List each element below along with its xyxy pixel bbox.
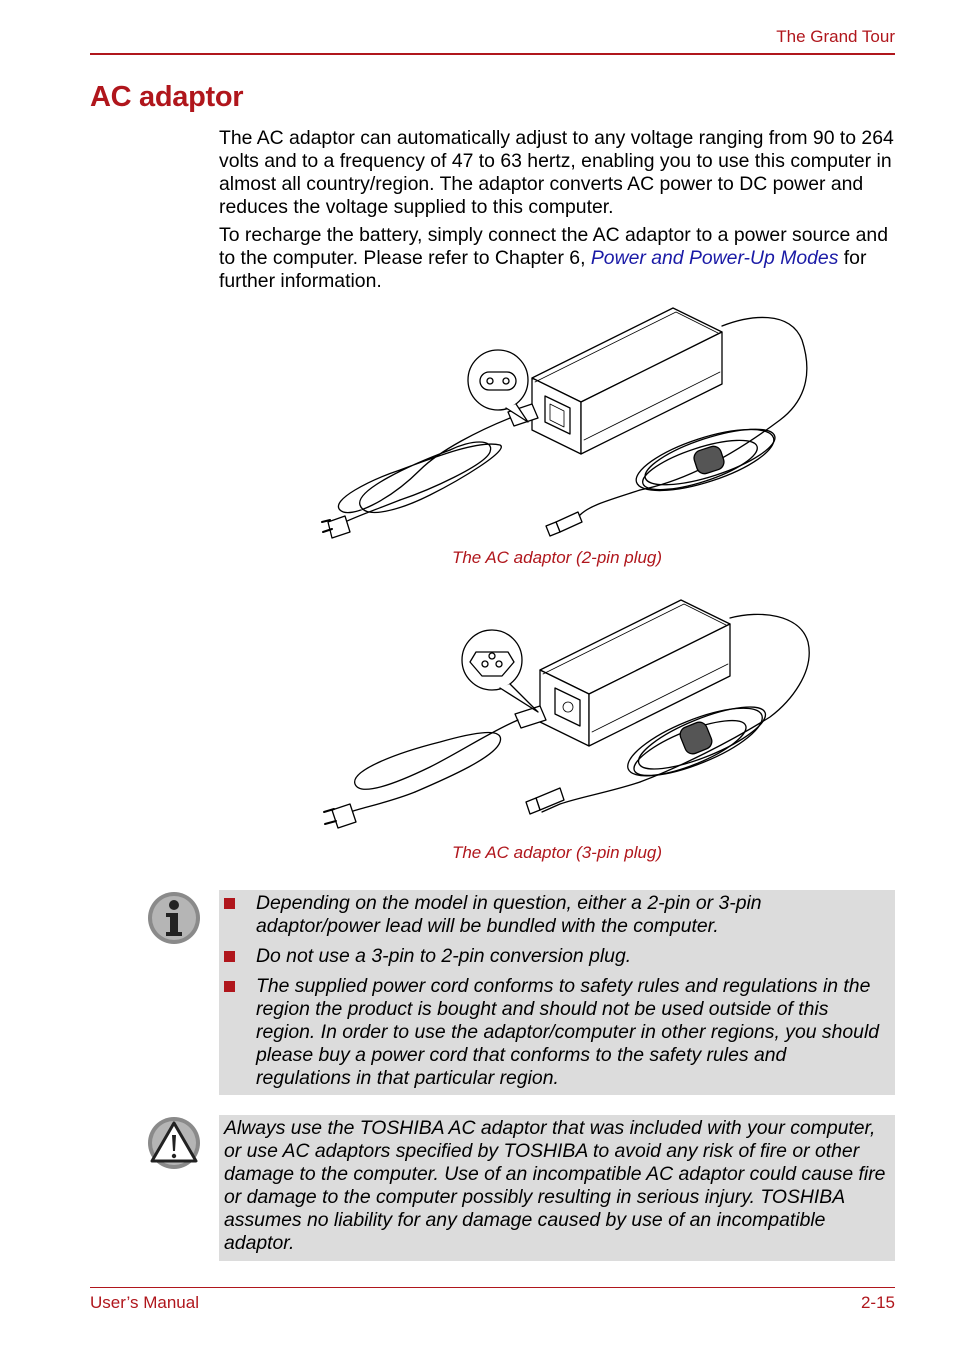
warning-note [219, 1115, 895, 1261]
list-item [224, 892, 884, 938]
ac-adaptor-3pin-illustration [310, 592, 820, 842]
power-modes-link[interactable]: Power and Power-Up Modes [590, 247, 839, 269]
section-title: AC adaptor [90, 81, 244, 113]
intro-paragraph: The AC adaptor can automatically adjust to any voltage ranging from 90 to 264 volts and to a frequency of 47 to 63 hertz, enabling you to use this computer in almost all country/region. The adaptor converts AC power to DC power and reduces the voltage supplied to this computer. [219, 127, 894, 218]
recharge-text-end: for further information. [219, 247, 867, 292]
info-note [219, 890, 895, 1095]
header-divider [90, 53, 895, 55]
recharge-text: To recharge the battery, simply connect the AC adaptor to a power source and to the computer. Please refer to Chapter 6, [219, 224, 888, 269]
ac-adaptor-2pin-illustration [310, 300, 820, 545]
list-item-text: Do not use a 3-pin to 2-pin conversion plug. [256, 945, 632, 967]
bullet-square-icon [224, 981, 235, 992]
header-title: The Grand Tour [776, 27, 895, 46]
list-item [224, 975, 884, 1090]
bullet-square-icon [224, 898, 235, 909]
figure-caption-3pin: The AC adaptor (3-pin plug) [451, 843, 663, 862]
list-item-text: Depending on the model in question, either a 2-pin or 3-pin adaptor/power lead will be bundled with the computer. [256, 892, 762, 937]
warning-icon [146, 1115, 202, 1171]
page-number: 2-15 [860, 1293, 895, 1312]
recharge-paragraph [219, 224, 899, 293]
figure-caption-2pin: The AC adaptor (2-pin plug) [451, 548, 663, 567]
footer-divider [90, 1287, 895, 1288]
warning-text: Always use the TOSHIBA AC adaptor that was included with your computer, or use AC adaptors specified by TOSHIBA to avoid any risk of fire or other damage to the computer. Use of an incompatible AC adaptor could cause fire or damage to the computer possibly resulting in serious injury. TOSHIBA assumes no liability for any damage caused by use of an incompatible adaptor. [224, 1117, 886, 1254]
bullet-square-icon [224, 951, 235, 962]
footer-manual-title: User’s Manual [90, 1293, 199, 1312]
info-icon [146, 890, 202, 946]
info-note-list [224, 892, 884, 1097]
list-item-text: The supplied power cord conforms to safety rules and regulations in the region the product is bought and should not be used outside of this region. In order to use the adaptor/computer in other regions, you should please buy a power cord that conforms to the safety rules and regulations in that particular region. [256, 975, 880, 1089]
list-item [224, 945, 884, 968]
